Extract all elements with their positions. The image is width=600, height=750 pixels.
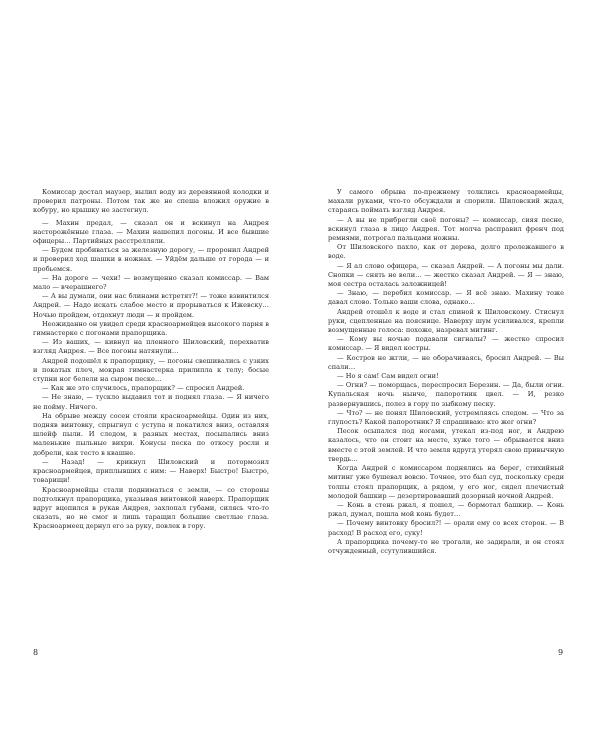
paragraph: Комиссар достал маузер, вылил воду из деревянной колодки и проверил патроны. Потом так же не спеша вложил оружие в кобуру, но крышку не застегнул.	[33, 188, 269, 215]
right-page-text	[328, 188, 564, 556]
paragraph: Песок осыпался под ногами, утекал из-под ног, и Андрею казалось, что он стоит на месте, хуже того — обрывается вниз вместе с этой землей. И что земля вдругд утерял свою привычную твердь…	[328, 427, 564, 463]
page-number-right: 9	[558, 648, 564, 657]
paragraph: — А вы не прибрегли своё погоны? — комиссар, сияя песне, вскинул глаза в лицо Андрея. Тот молча расправил френч под ремнями, потрогал пальцами ножны.	[328, 215, 564, 243]
paragraph: На обрыве между сосен стояли красноармейцы. Один из них, подняв винтовку, спрыгнул с уступа и покатился вниз, оставляя шлейф пыли. И следом, в разных местах, посыпались вниз маленькие пыльные вихри. Конусы песка по откосу росли и добрели, как тесто в квашне.	[33, 411, 269, 457]
paragraph: Андрей отошёл к воде и стал спиной к Шиловскому. Стиснул руки, сцепленные на пояснице. Наверху шум усиливался, крепли возмущенные голоса: похоже, назревал митинг.	[328, 307, 564, 335]
paragraph: — Не знаю, — тускло выдавил тот и поднял глаза. — Я ничего не пойму. Ничего.	[33, 393, 269, 411]
paragraph: У самого обрыва по-прежнему толклись красноармейцы, махали руками, что-то обсуждали и спорили. Шиловский ждал, стараясь поймать взгляд Андрея.	[328, 188, 564, 215]
paragraph: — Огни? — поморщась, переспросил Березин. — Да, были огни. Купальская ночь нынче, папоротник цвел. — И, резко развернувшись, полез в гору по зыбкому песку.	[328, 381, 564, 408]
paragraph: — Будем пробиваться за железную дорогу, — проронил Андрей и проверил ход шашки в ножнах. — Уйдём дальше от города — и пробьемся.	[33, 246, 269, 273]
paragraph: Красноармейцы стали подниматься с земли, — со стороны подтолкнул прапорщика, указывая винтовкой наверх. Прапорщик вдруг вцепился в рукав Андрея, захлопал губами, силясь что-то сказать, но не смог и лишь таращил большие светлые глаза. Красноармеец дернул его за руку, повлек в гору.	[33, 485, 269, 531]
paragraph: Неожиданно он увидел среди красноармейцев высокого парня в гимнастерке с погонами прапорщика.	[33, 319, 269, 338]
paragraph: — А вы думали, они нас блинами встретят?! — тоже взвинтился Андрей. — Надо искать слабое место и прорываться к Ижевску… Ночью пройдем, отдохнут люди — и пройдем.	[33, 292, 269, 319]
paragraph: — Как же это случилось, прапорщик? — спросил Андрей.	[42, 384, 245, 393]
paragraph: От Шиловского пахло, как от дерева, долго пролежавшего в воде.	[328, 243, 564, 261]
paragraph: — Я ал слово офицера, — сказал Андрей. — А погоны мы дали. Снопки — снять не вели… — жестко сказал Андрей. — Я — знаю, моя сестра осталась заложницей!	[328, 261, 564, 289]
paragraph: — Но я сам! Сам видел огни!	[337, 372, 439, 381]
paragraph: — Назад! — крикнул Шиловский и потормозил красноармейцев, приплывших с ним: — Наверх! Быстро! Быстро, товарищи!	[33, 457, 269, 485]
paragraph: — Из ваших, — кивнул на пленного Шиловский, перехватив взгляд Андрея. — Все погоны натянули…	[33, 338, 269, 356]
paragraph: — Кому вы ночью подавали сигналы? — жестко спросил комиссар. — Я видел костры.	[328, 335, 564, 353]
paragraph: А прапорщика почему-то не трогали, не задирали, и он стоял отчужденный, ссутулившийся.	[328, 537, 564, 555]
left-page-text	[33, 188, 269, 532]
paragraph: — Костров не жгли, — не оборачиваясь, бросил Андрей. — Вы спали…	[328, 353, 564, 371]
paragraph: Когда Андрей с комиссаром поднялись на берег, стихийный митинг уже бушевал вовсю. Точнее, это был суд, поскольку среди толпы стоял прапорщик, а рядом, у его ног, сидел плечистый молодой башкир — дезертировавший дозорный ночной Андрей.	[328, 464, 564, 500]
paragraph: — Что? — не понял Шиловский, устремляясь следом. — Что за глупость? Какой папоротник? Я спрашиваю: кто жег огни?	[328, 408, 564, 427]
paragraph: Андрей подошёл к прапорщику, — погоны свешивались с узких и покатых плеч, мокрая гимнастерка прилипла к телу; босые ступни ног белели на сыром песке…	[33, 356, 269, 384]
paragraph: — Конь в стень ржал, я пошел, — бормотал башкир. — Конь ржал, думал, пошла мой конь будет…	[328, 500, 564, 519]
paragraph: — Знаю, — перебил комиссар. — Я всё знаю. Махину тоже давал слово. Только ваши слова, однако…	[328, 289, 564, 307]
paragraph: — Махин предал, — сказал он и вскинул на Андрея насторожённые глаза. — Махин нашепил погоны. И все бывшие офицеры… Партийных расстрелляли.	[33, 218, 269, 246]
page-number-left: 8	[33, 648, 39, 657]
paragraph: — На дороге — чехи! — возмущенно сказал комиссар. — Вам мало — вчерашнего?	[33, 273, 269, 292]
paragraph: — Почему винтовку бросил?! — орали ему со всех сторон. — В расход! В расход его, суку!	[328, 519, 564, 537]
